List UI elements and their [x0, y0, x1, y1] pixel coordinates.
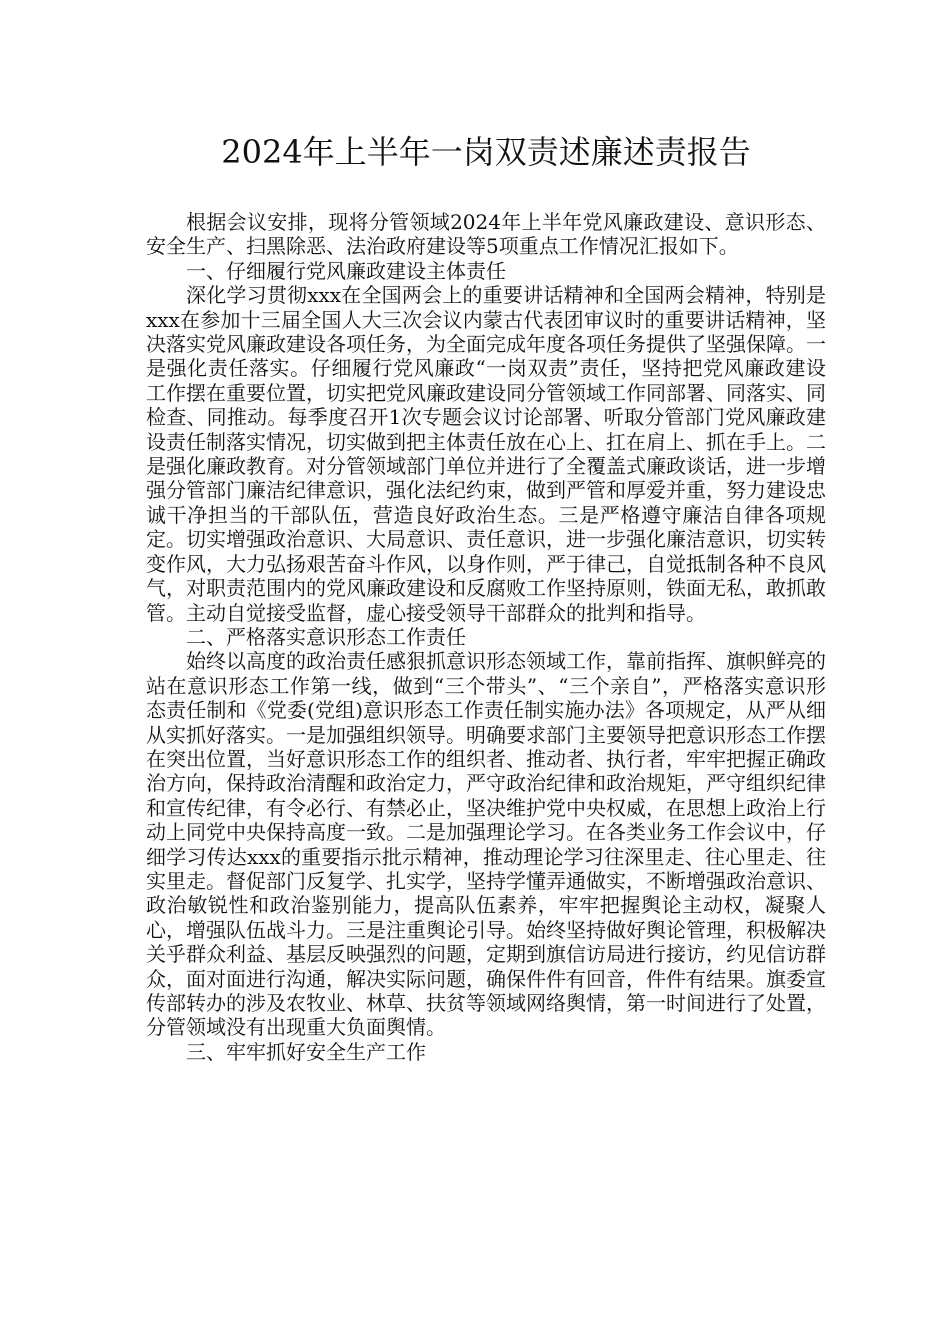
section-body-2: 始终以高度的政治责任感狠抓意识形态领域工作，靠前指挥、旗帜鲜亮的站在意识形态工作第一线，做到“三个带头”、“三个亲自”，严格落实意识形态责任制和《党委(党组)意识形态工作责任制实施办法》各项规定，从严从细从实抓好落实。一是加强组织领导。明确要求部门主要领导把意识形态工作摆在突出位置，当好意识形态工作的组织者、推动者、执行者，牢牢把握正确政治方向，保持政治清醒和政治定力，严守政治纪律和政治规矩，严守组织纪律和宣传纪律，有令必行、有禁必止，坚决维护党中央权威，在思想上政治上行动上同党中央保持高度一致。二是加强理论学习。在各类业务工作会议中，仔细学习传达xxx的重要指示批示精神，推动理论学习往深里走、往心里走、往实里走。督促部门反复学、扎实学，坚持学懂弄通做实，不断增强政治意识、政治敏锐性和政治鉴别能力，提高队伍素养，牢牢把握舆论主动权，凝聚人心，增强队伍战斗力。三是注重舆论引导。始终坚持做好舆论管理，积极解决关乎群众利益、基层反映强烈的问题，定期到旗信访局进行接访，约见信访群众，面对面进行沟通，解决实际问题，确保件件有回音，件件有结果。旗委宣传部转办的涉及农牧业、林草、扶贫等领域网络舆情，第一时间进行了处置，分管领域没有出现重大负面舆情。 — [146, 649, 826, 1040]
section-heading-2: 二、严格落实意识形态工作责任 — [186, 624, 466, 649]
section-heading-1: 一、仔细履行党风廉政建设主体责任 — [186, 258, 506, 283]
intro-paragraph: 根据会议安排，现将分管领域2024年上半年党风廉政建设、意识形态、安全生产、扫黑除恶、法治政府建设等5项重点工作情况汇报如下。 — [146, 210, 826, 259]
section-body-1: 深化学习贯彻xxx在全国两会上的重要讲话精神和全国两会精神，特别是xxx在参加十三届全国人大三次会议内蒙古代表团审议时的重要讲话精神，坚决落实党风廉政建设各项任务，为全面完成年度各项任务提供了坚强保障。一是强化责任落实。仔细履行党风廉政“一岗双责”责任，坚持把党风廉政建设工作摆在重要位置，切实把党风廉政建设同分管领域工作同部署、同落实、同检查、同推动。每季度召开1次专题会议讨论部署、听取分管部门党风廉政建设责任制落实情况，切实做到把主体责任放在心上、扛在肩上、抓在手上。二是强化廉政教育。对分管领域部门单位并进行了全覆盖式廉政谈话，进一步增强分管部门廉洁纪律意识，强化法纪约束，做到严管和厚爱并重，努力建设忠诚干净担当的干部队伍，营造良好政治生态。三是严格遵守廉洁自律各项规定。切实增强政治意识、大局意识、责任意识，进一步强化廉洁意识，切实转变作风，大力弘扬艰苦奋斗作风，以身作则，严于律己，自觉抵制各种不良风气，对职责范围内的党风廉政建设和反腐败工作坚持原则，铁面无私，敢抓敢管。主动自觉接受监督，虚心接受领导干部群众的批判和指导。 — [146, 283, 826, 625]
document-title: 2024年上半年一岗双责述廉述责报告 — [221, 133, 751, 171]
document-page — [146, 128, 826, 1064]
section-heading-3: 三、牢牢抓好安全生产工作 — [186, 1039, 426, 1064]
